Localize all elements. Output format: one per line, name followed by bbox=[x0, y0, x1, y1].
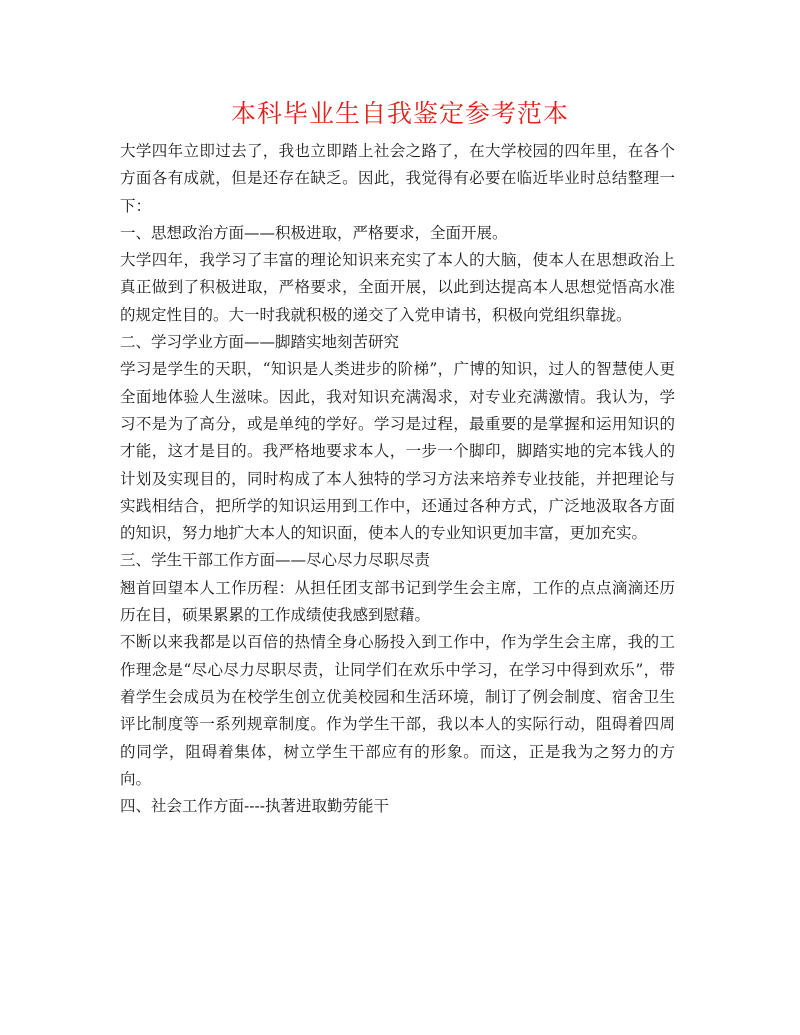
document-body bbox=[120, 138, 675, 820]
intro-paragraph: 大学四年立即过去了，我也立即踏上社会之路了，在大学校园的四年里，在各个方面各有成就，但是还存在缺乏。因此，我觉得有必要在临近毕业时总结整理一下： bbox=[120, 142, 675, 215]
section-heading-cadre: 三、学生干部工作方面——尽心尽力尽职尽责 bbox=[120, 551, 431, 570]
section-heading-politics: 一、思想政治方面——积极进取，严格要求，全面开展。 bbox=[120, 223, 508, 242]
section-heading-study: 二、学习学业方面——脚踏实地刻苦研究 bbox=[120, 333, 400, 352]
section-heading-social: 四、社会工作方面----执著进取勤劳能干 bbox=[120, 797, 389, 816]
cadre-paragraph-2: 不断以来我都是以百倍的热情全身心肠投入到工作中，作为学生会主席，我的工作理念是“尽心尽力尽职尽责，让同学们在欢乐中学习，在学习中得到欢乐”，带着学生会成员为在校学生创立优美校园和生活环境，制订了例会制度、宿舍卫生评比制度等一系列规章制度。作为学生干部，我以本人的实际行动，阻碍着四周的同学，阻碍着集体，树立学生干部应有的形象。而这，正是我为之努力的方向。 bbox=[120, 633, 675, 788]
study-paragraph: 学习是学生的天职，“知识是人类进步的阶梯”，广博的知识，过人的智慧使人更全面地体验人生滋味。因此，我对知识充满渴求，对专业充满激情。我认为，学习不是为了高分，或是单纯的学好。学习是过程，最重要的是掌握和运用知识的才能，这才是目的。我严格地要求本人，一步一个脚印，脚踏实地的完本钱人的计划及实现目的，同时构成了本人独特的学习方法来培养专业技能，并把理论与实践相结合，把所学的知识运用到工作中，还通过各种方式，广泛地汲取各方面的知识，努力地扩大本人的知识面，使本人的专业知识更加丰富，更加充实。 bbox=[120, 360, 675, 543]
document-title: 本科毕业生自我鉴定参考范本 bbox=[230, 99, 569, 128]
politics-paragraph: 大学四年，我学习了丰富的理论知识来充实了本人的大脑，使本人在思想政治上真正做到了积极进取，严格要求，全面开展，以此到达提高本人思想觉悟高水准的规定性目的。大一时我就积极的递交了入党申请书，积极向党组织靠拢。 bbox=[120, 251, 675, 324]
cadre-paragraph-1: 翘首回望本人工作历程：从担任团支部书记到学生会主席，工作的点点滴滴还历历在目，硕果累累的工作成绩使我感到慰藉。 bbox=[120, 578, 675, 625]
